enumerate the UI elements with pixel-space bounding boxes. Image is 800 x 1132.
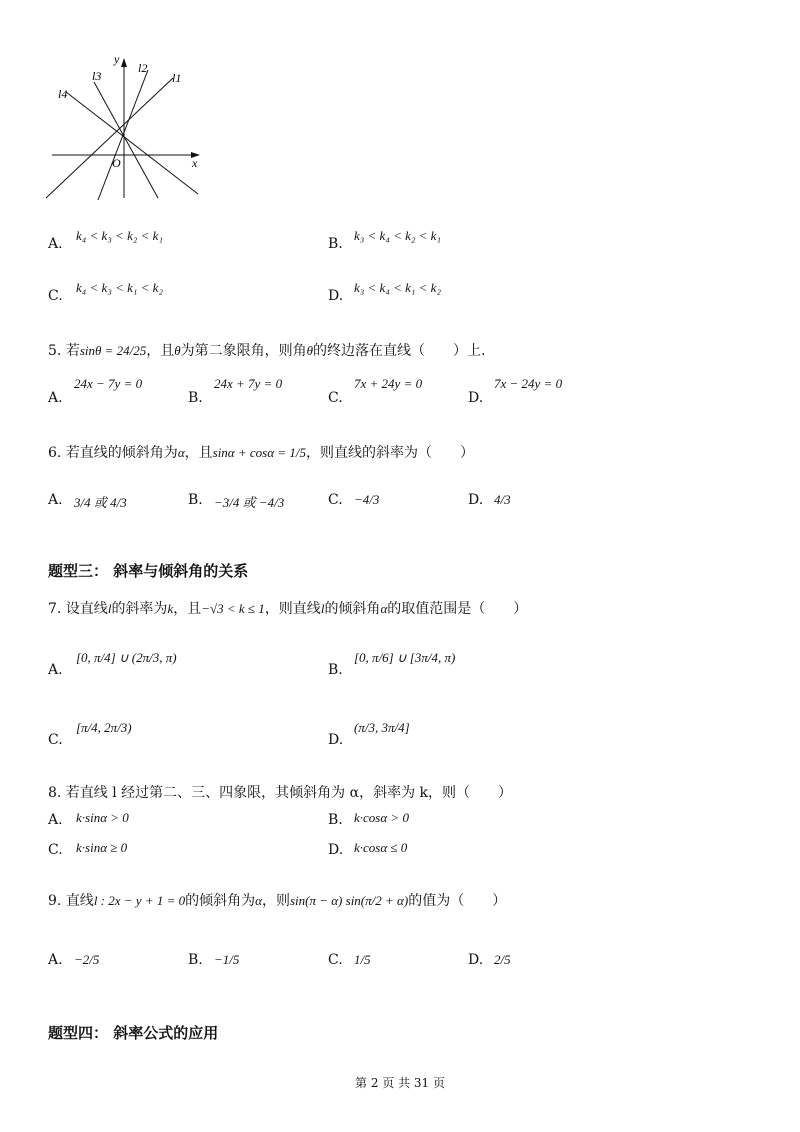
q7-text-2: 的斜率为: [111, 601, 168, 617]
q5-option-b-text: 24x + 7y = 0: [214, 376, 283, 391]
q5-option-c-text: 7x + 24y = 0: [354, 376, 423, 391]
q8-option-b-text: k·cosα > 0: [354, 810, 409, 825]
q7-text-4: ，则直线: [264, 601, 321, 617]
q9-stem: [48, 890, 506, 910]
q7-option-c-text: [π/4, 2π/3): [76, 720, 132, 735]
q9-text-4: 的值为（ ）: [408, 893, 507, 909]
q7-option-c-label: C.: [48, 732, 63, 748]
q7-option-d-text: (π/3, 3π/4]: [354, 720, 410, 735]
q9-text-3: ，则: [261, 893, 290, 909]
origin-label: O: [112, 156, 121, 170]
q6-option-b-label: B.: [188, 492, 203, 508]
q7-text-3: ，且: [173, 601, 202, 617]
q8-option-d-label: D.: [328, 842, 344, 858]
q9-math-alpha: α: [255, 893, 262, 908]
q4-option-d-text: k₃ < k₄ < k₁ < k₂: [354, 280, 441, 295]
q5-math-sin: sinθ = 24/25: [79, 343, 147, 358]
q6-stem: [48, 442, 474, 462]
axis-y-label: y: [114, 52, 120, 66]
q4-option-b-text: k₃ < k₄ < k₂ < k₁: [354, 228, 441, 243]
q8-stem: 8. 若直线 l 经过第二、三、四象限，其倾斜角为 α，斜率为 k，则（ ）: [48, 785, 513, 801]
q6-number: 6.: [48, 445, 62, 461]
label-l1: l1: [172, 71, 182, 85]
q7-math-l-2: l: [320, 601, 325, 616]
q6-text-1: 若直线的倾斜角为: [65, 445, 178, 461]
q4-option-c-text: k₄ < k₃ < k₁ < k₂: [76, 280, 163, 295]
q7-text-1: 设直线: [65, 601, 108, 617]
q6-option-d-label: D.: [468, 492, 484, 508]
q7-option-d-label: D.: [328, 732, 344, 748]
q8-option-a-text: k·sinα > 0: [76, 810, 129, 825]
q7-stem: [48, 598, 527, 618]
q5-option-d-text: 7x − 24y = 0: [494, 376, 563, 391]
q9-option-a-text: −2/5: [74, 952, 100, 967]
label-l2: l2: [138, 61, 148, 75]
q6-option-b-text: −3/4 或 −4/3: [214, 495, 285, 510]
q9-number: 9.: [48, 893, 62, 909]
q7-option-b-label: B.: [328, 662, 343, 678]
q5-option-b-label: B.: [188, 390, 203, 406]
section-heading-3: 题型三： 斜率与倾斜角的关系: [48, 562, 249, 580]
q8-option-c-label: C.: [48, 842, 63, 858]
page-footer: 第 2 页 共 31 页: [355, 1076, 445, 1090]
q4-option-d-label: D.: [328, 288, 344, 304]
q8-option-d-text: k·cosα ≤ 0: [354, 840, 408, 855]
q6-option-a-label: A.: [48, 492, 63, 508]
q7-math-range: −√3 < k ≤ 1: [201, 601, 265, 616]
q5-option-a-label: A.: [48, 390, 63, 406]
section-heading-4: 题型四： 斜率公式的应用: [48, 1024, 219, 1042]
q6-math-condition: sinα + cosα = 1/5: [212, 445, 306, 460]
axis-x-label: x: [192, 156, 198, 170]
q9-option-d-label: D.: [468, 952, 484, 968]
q5-option-c-label: C.: [328, 390, 343, 406]
q9-option-c-label: C.: [328, 952, 343, 968]
q9-text-2: 的倾斜角为: [185, 893, 256, 909]
q5-number: 5.: [48, 343, 62, 359]
q7-math-l-1: l: [107, 601, 112, 616]
q5-text-1: 若: [65, 343, 80, 359]
q8-option-c-text: k·sinα ≥ 0: [76, 840, 128, 855]
q5-option-d-label: D.: [468, 390, 484, 406]
q7-option-a-text: [0, π/4] ∪ (2π/3, π): [76, 650, 177, 665]
q9-option-d-text: 2/5: [494, 952, 511, 967]
q9-math-line: l : 2x − y + 1 = 0: [93, 893, 186, 908]
q5-text-4: 的终边落在直线（ ）上.: [313, 343, 486, 359]
q6-option-d-text: 4/3: [494, 492, 511, 507]
q5-stem: [48, 340, 486, 360]
line-l4: [66, 92, 198, 194]
label-l4: l4: [58, 87, 68, 101]
q6-text-2: ，且: [184, 445, 213, 461]
q6-option-a-text: 3/4 或 4/3: [74, 495, 127, 510]
q4-option-c-label: C.: [48, 288, 63, 304]
label-l3: l3: [92, 69, 102, 83]
q7-option-b-text: [0, π/6] ∪ [3π/4, π): [354, 650, 456, 665]
q8-option-a-label: A.: [48, 812, 63, 828]
q7-option-a-label: A.: [48, 662, 63, 678]
line-l3: [94, 82, 158, 198]
q4-option-a-text: k₄ < k₃ < k₂ < k₁: [76, 228, 163, 243]
q9-text-1: 直线: [65, 893, 94, 909]
y-axis-arrow-icon: [121, 58, 127, 67]
q6-option-c-label: C.: [328, 492, 343, 508]
q5-option-a-text: 24x − 7y = 0: [74, 376, 143, 391]
q5-math-theta-1: θ: [174, 343, 181, 358]
q9-option-b-label: B.: [188, 952, 203, 968]
lines-graph: [40, 52, 210, 202]
q5-text-2: ，且: [146, 343, 175, 359]
q6-text-3: ，则直线的斜率为（ ）: [305, 445, 474, 461]
q4-option-b-label: B.: [328, 236, 343, 252]
q7-text-5: 的倾斜角: [324, 601, 381, 617]
q9-option-c-text: 1/5: [354, 952, 371, 967]
q4-option-a-label: A.: [48, 236, 63, 252]
q8-option-b-label: B.: [328, 812, 343, 828]
q5-math-theta-2: θ: [306, 343, 314, 358]
q9-math-expression: sin(π − α) sin(π/2 + α): [289, 893, 409, 908]
q7-math-alpha: α: [380, 601, 388, 616]
q6-math-alpha: α: [177, 445, 185, 460]
q9-option-b-text: −1/5: [214, 952, 240, 967]
q6-option-c-text: −4/3: [354, 492, 380, 507]
q7-text-6: 的取值范围是（ ）: [387, 601, 528, 617]
q7-number: 7.: [48, 601, 62, 617]
q5-text-3: 为第二象限角，则角: [180, 343, 307, 359]
q9-option-a-label: A.: [48, 952, 63, 968]
q7-math-k: k: [167, 601, 174, 616]
